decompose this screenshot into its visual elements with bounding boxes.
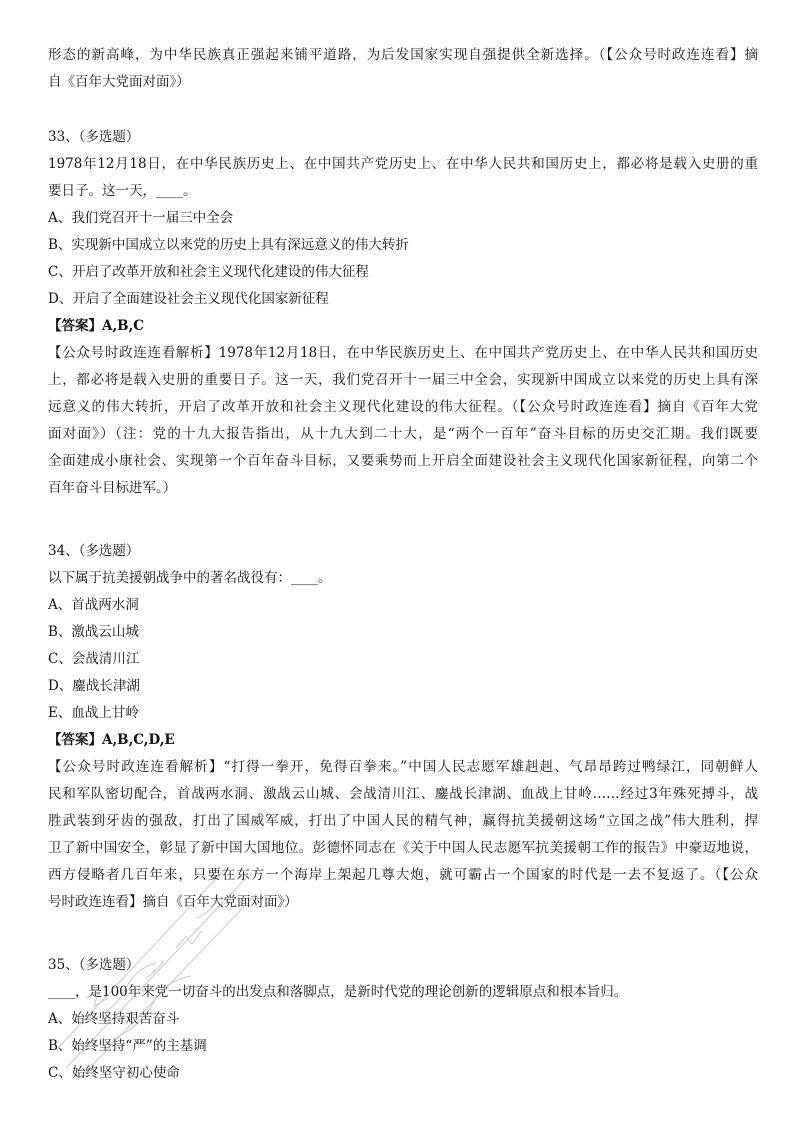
analysis-line: 上，都必将是载入史册的重要日子。这一天，我们党召开十一届三中全会，实现新中国成立以来党的历史上具有深 [48,372,758,388]
analysis-line: 【公众号时政连连看解析】1978年12月18日，在中华民族历史上、在中国共产党历史上、在中华人民共和国历史 [48,345,758,361]
option-a: A、我们党召开十一届三中全会 [48,210,234,226]
analysis-line: 全面建成小康社会、实现第一个百年奋斗目标，又要乘势而上开启全面建设社会主义现代化国家新征程，向第二个 [48,453,758,469]
analysis-line: 西方侵略者几百年来，只要在东方一个海岸上架起几尊大炮，就可霸占一个国家的时代是一去不复返了。（【公众 [48,867,758,883]
option-e: E、血战上甘岭 [48,705,139,721]
analysis-line: 【公众号时政连连看解析】“打得一拳开，免得百拳来。”中国人民志愿军雄赳赳、气昂昂跨过鸭绿江，同朝鲜人 [48,759,758,775]
option-b: B、激战云山城 [48,624,139,640]
option-c: C、开启了改革开放和社会主义现代化建设的伟大征程 [48,264,369,280]
question-34 [48,538,758,916]
question-stem-line: 要日子。这一天，____。 [48,183,197,199]
option-a: A、首战两水洞 [48,597,139,613]
analysis-line: 百年奋斗目标进军。） [48,480,177,496]
question-header: 35、（多选题） [48,957,140,973]
question-header: 34、（多选题） [48,543,140,559]
answer-line: 【答案】A,B,C,D,E [48,732,175,748]
question-stem-line: ____，是100年来党一切奋斗的出发点和落脚点，是新时代党的理论创新的逻辑原点和根本旨归。 [48,984,628,1000]
question-35 [48,952,758,1087]
intro-line: 自《百年大党面对面》） [48,74,190,90]
option-d: D、开启了全面建设社会主义现代化国家新征程 [48,291,329,307]
question-33 [48,124,758,502]
analysis-line: 面对面》）（注：党的十九大报告指出，从十九大到二十大，是“两个一百年”奋斗目标的历史交汇期。我们既要 [48,426,758,442]
intro-paragraph [48,42,758,96]
answer-line: 【答案】A,B,C [48,318,145,334]
analysis-line: 号时政连连看】摘自《百年大党面对面》） [48,894,298,910]
intro-line: 形态的新高峰，为中华民族真正强起来铺平道路，为后发国家实现自强提供全新选择。（【公众号时政连连看】摘 [48,47,758,63]
option-c: C、始终坚守初心使命 [48,1065,180,1081]
question-stem-line: 以下属于抗美援朝战争中的著名战役有：____。 [48,570,332,586]
option-c: C、会战清川江 [48,651,140,667]
option-b: B、实现新中国成立以来党的历史上具有深远意义的伟大转折 [48,237,409,253]
option-d: D、鏖战长津湖 [48,678,140,694]
option-a: A、始终坚持艰苦奋斗 [48,1011,180,1027]
analysis-line: 胜武装到牙齿的强敌，打出了国威军威，打出了中国人民的精气神，赢得抗美援朝这场“立国之战”伟大胜利，捍 [48,813,758,829]
question-stem-line: 1978年12月18日，在中华民族历史上、在中国共产党历史上、在中华人民共和国历史上，都必将是载入史册的重 [48,156,758,172]
question-header: 33、（多选题） [48,129,140,145]
analysis-line: 民和军队密切配合，首战两水洞、激战云山城、会战清川江、鏖战长津湖、血战上甘岭……经过3年殊死搏斗，战 [48,786,758,802]
option-b: B、始终坚持“严”的主基调 [48,1038,207,1054]
analysis-line: 卫了新中国安全，彰显了新中国大国地位。彭德怀同志在《关于中国人民志愿军抗美援朝工作的报告》中豪迈地说， [48,840,758,856]
analysis-line: 远意义的伟大转折，开启了改革开放和社会主义现代化建设的伟大征程。（【公众号时政连连看】摘自《百年大党 [48,399,758,415]
